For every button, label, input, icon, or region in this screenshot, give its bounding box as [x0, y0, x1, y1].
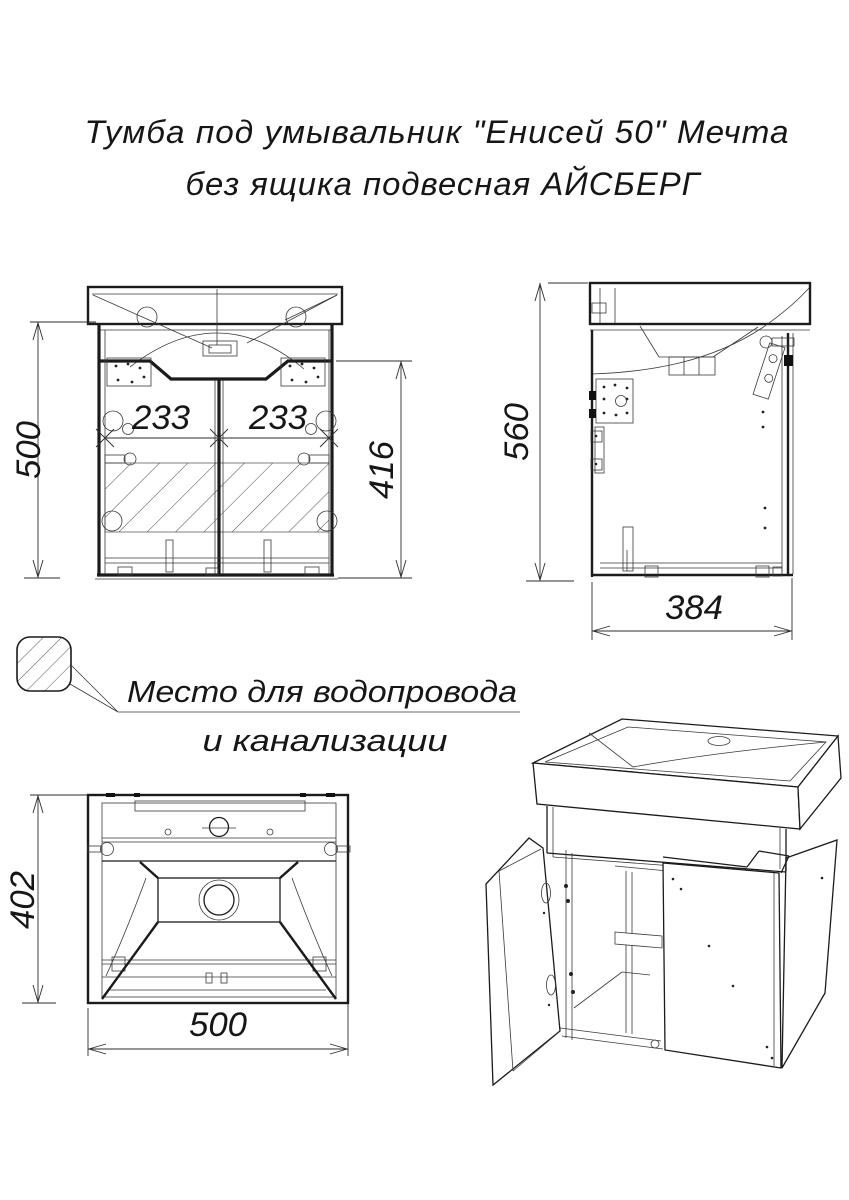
cabinet-side-panel — [782, 840, 837, 1068]
dim-front-height-value: 500 — [10, 422, 48, 479]
front-sink — [88, 287, 342, 369]
side-sink — [590, 283, 810, 375]
left-door-open — [486, 838, 575, 1085]
dim-door-widths — [96, 399, 338, 447]
front-bottom-details — [105, 540, 329, 575]
side-view — [498, 283, 810, 640]
title-line-2: без ящика подвесная АЙСБЕРГ — [185, 166, 703, 202]
dim-side-depth — [592, 578, 792, 640]
side-cabinet-body — [592, 330, 793, 577]
side-mounting-plate — [589, 379, 633, 473]
plumbing-cutout-hatch — [105, 463, 329, 532]
title-block — [85, 114, 790, 202]
dim-front-height — [10, 322, 96, 578]
dim-top-depth-value: 402 — [4, 872, 42, 929]
plumbing-legend-swatch — [17, 637, 71, 691]
dim-top-depth — [4, 795, 88, 1003]
dim-front-body-height-value: 416 — [363, 442, 401, 499]
dim-side-depth-value: 384 — [665, 589, 723, 627]
front-view — [10, 287, 412, 579]
perspective-sink — [533, 719, 841, 829]
dim-left-door-width-value: 233 — [130, 399, 191, 437]
legend-note-line-1: Место для водопровода — [127, 674, 517, 709]
plumbing-legend — [17, 637, 520, 758]
dim-side-height-value: 560 — [498, 404, 536, 461]
side-door-hinge-mark — [784, 355, 793, 366]
dim-side-height — [498, 283, 588, 581]
perspective-view — [486, 719, 841, 1085]
right-door-handle — [309, 455, 329, 463]
dim-right-door-width-value: 233 — [247, 399, 308, 437]
left-door-handle — [105, 455, 125, 463]
dim-front-body-height — [336, 361, 412, 578]
legend-note-line-2: и канализации — [202, 723, 448, 758]
dim-top-width-value: 500 — [189, 1006, 248, 1044]
top-view — [4, 793, 350, 1056]
right-door-closed — [663, 851, 789, 1068]
title-line-1: Тумба под умывальник "Енисей 50" Мечта — [84, 114, 790, 150]
dim-top-width — [88, 1004, 348, 1056]
front-cabinet-body — [95, 324, 338, 579]
